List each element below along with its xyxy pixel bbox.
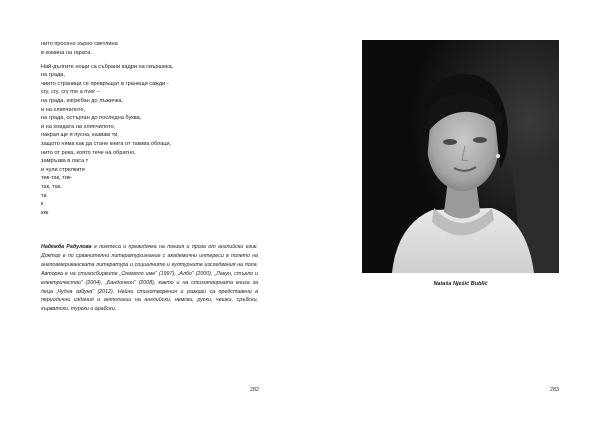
poem-line: нито от река, която тече на обратно, [41,149,136,156]
author-bio [41,243,258,314]
poem-line: cry, cry, cry me a river – [41,89,100,96]
poem-line: ккк [41,209,49,216]
author-name: Надежда Радулова [41,244,92,250]
poem-line: в комина на гарата. [41,49,92,56]
page-number-left: 282 [250,387,259,393]
poem-line: на града, изгрeбан до лъжичка, [41,98,123,105]
poem-line: на града, [41,72,65,79]
poem-line: накрая ще я пусна, казвам ти, [41,132,119,139]
poem-line: и на хоидата на хляпчилото, [41,123,116,130]
portrait-image [362,40,559,273]
poem-line: Най-дългите нощи са събрани кадри на свършека, [41,63,174,70]
poem-line: тик-так, тик- [41,175,73,182]
poem-line: защото няма как да стане книга от такива облаци, [41,141,172,148]
poem-text [41,40,261,217]
poem-line: на града, остърган до последна буква, [41,115,142,122]
poem-line: и чули стрелките [41,166,86,173]
page-number-right: 283 [550,387,559,393]
poem-line: и на хляпчилото, [41,106,86,113]
right-page [300,0,600,423]
poem-line: чиито страници се превръщат в гранещи сажди - [41,80,169,87]
author-bio-text: е поетеса и преводачка на поезия и проза от английски език. Доктор е по сравнително литературознание с академични интереси в полето на англоамериканската литература и социалните и културните изследвания на пола. Авторка е на стихосбирките „Онемяло име” (1997), „Албо” (2000), „Лакун, стъкло и електричество” (2004), „Бандонеон” (2008), както и на стихотворната книга за деца „Чудна азбука” (2012). Нейни стихотворения и разкази са представени в периодични издания и антологии на английски, немски, руски, чешки, сръбски, хърватски, турски и арабски. [41,244,258,313]
author-photo [362,40,559,273]
poem-line: нито просено зърно светлина [41,41,118,47]
poem-line: та [41,192,47,199]
photo-caption: Nataša Nješić Bublić [433,281,488,287]
poem-line: замръзва в ласа т [41,158,89,165]
poem-line: так, так, [41,184,62,190]
poem-line: к [41,201,44,208]
